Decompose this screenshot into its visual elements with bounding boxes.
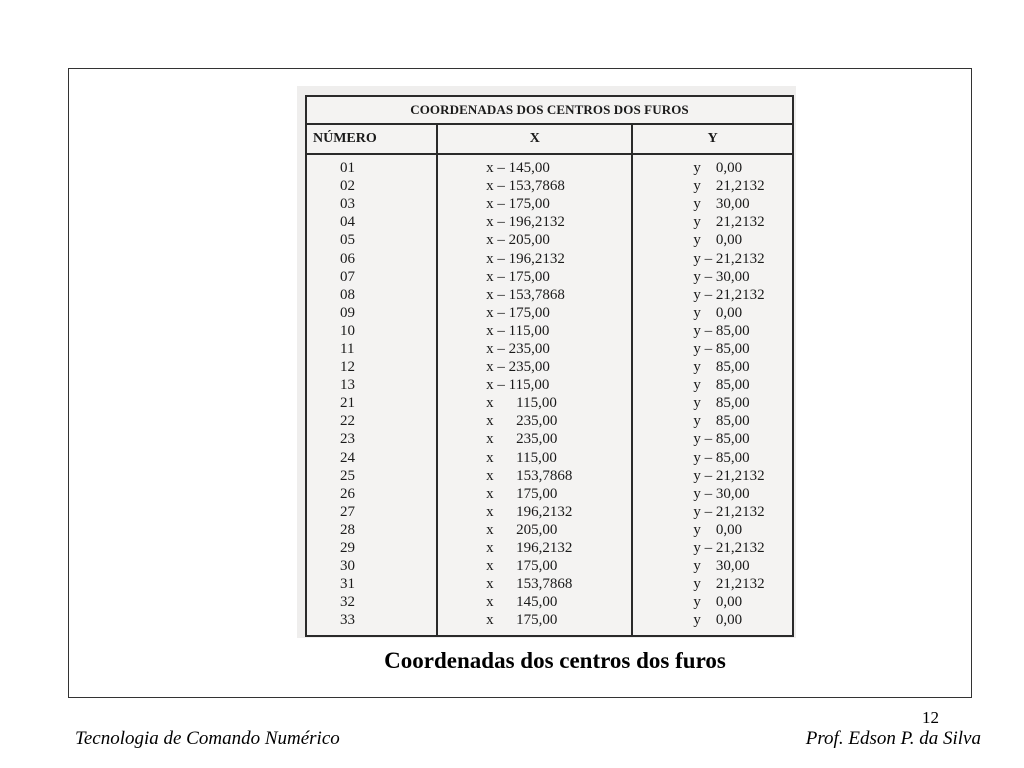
cell-x: x 196,2132 <box>437 539 632 557</box>
table-row <box>306 195 793 213</box>
cell-y: y 21,2132 <box>632 575 793 593</box>
table-row <box>306 376 793 394</box>
cell-x: x 175,00 <box>437 485 632 503</box>
cell-numero: 22 <box>306 412 437 430</box>
table-row <box>306 503 793 521</box>
cell-y: y 0,00 <box>632 521 793 539</box>
cell-numero: 10 <box>306 322 437 340</box>
cell-numero: 24 <box>306 449 437 467</box>
table-row <box>306 449 793 467</box>
column-header-y: Y <box>632 124 793 154</box>
cell-x: x 115,00 <box>437 449 632 467</box>
cell-x: x 235,00 <box>437 430 632 448</box>
table-row <box>306 154 793 177</box>
table-row <box>306 485 793 503</box>
cell-x: x 196,2132 <box>437 503 632 521</box>
cell-numero: 21 <box>306 394 437 412</box>
cell-y: y 0,00 <box>632 593 793 611</box>
table-row <box>306 177 793 195</box>
cell-y: y 21,2132 <box>632 177 793 195</box>
cell-y: y – 85,00 <box>632 340 793 358</box>
cell-x: x – 205,00 <box>437 231 632 249</box>
cell-x: x – 175,00 <box>437 195 632 213</box>
cell-numero: 08 <box>306 286 437 304</box>
cell-numero: 27 <box>306 503 437 521</box>
cell-numero: 05 <box>306 231 437 249</box>
footer-course-title: Tecnologia de Comando Numérico <box>75 728 340 749</box>
cell-x: x 153,7868 <box>437 575 632 593</box>
cell-y: y 0,00 <box>632 304 793 322</box>
cell-y: y – 21,2132 <box>632 467 793 485</box>
cell-y: y 85,00 <box>632 358 793 376</box>
cell-x: x 153,7868 <box>437 467 632 485</box>
cell-numero: 09 <box>306 304 437 322</box>
cell-y: y – 85,00 <box>632 449 793 467</box>
table-row <box>306 593 793 611</box>
table-row <box>306 213 793 231</box>
cell-numero: 31 <box>306 575 437 593</box>
cell-numero: 25 <box>306 467 437 485</box>
cell-y: y – 21,2132 <box>632 249 793 267</box>
cell-x: x – 115,00 <box>437 376 632 394</box>
cell-numero: 28 <box>306 521 437 539</box>
cell-numero: 26 <box>306 485 437 503</box>
cell-x: x 205,00 <box>437 521 632 539</box>
column-header-x: X <box>437 124 632 154</box>
cell-x: x 235,00 <box>437 412 632 430</box>
cell-x: x – 196,2132 <box>437 249 632 267</box>
cell-numero: 04 <box>306 213 437 231</box>
cell-x: x – 115,00 <box>437 322 632 340</box>
cell-y: y 85,00 <box>632 412 793 430</box>
cell-x: x 115,00 <box>437 394 632 412</box>
cell-numero: 02 <box>306 177 437 195</box>
cell-numero: 30 <box>306 557 437 575</box>
cell-y: y – 21,2132 <box>632 539 793 557</box>
table-row <box>306 430 793 448</box>
cell-y: y 85,00 <box>632 376 793 394</box>
table-row <box>306 304 793 322</box>
cell-y: y – 85,00 <box>632 322 793 340</box>
cell-x: x – 196,2132 <box>437 213 632 231</box>
table-row <box>306 286 793 304</box>
table-row <box>306 467 793 485</box>
cell-numero: 33 <box>306 611 437 636</box>
table-row <box>306 322 793 340</box>
cell-y: y – 21,2132 <box>632 286 793 304</box>
cell-x: x – 235,00 <box>437 358 632 376</box>
table-row <box>306 249 793 267</box>
cell-numero: 01 <box>306 154 437 177</box>
cell-x: x – 175,00 <box>437 268 632 286</box>
table-row <box>306 340 793 358</box>
cell-y: y 0,00 <box>632 154 793 177</box>
cell-y: y – 21,2132 <box>632 503 793 521</box>
cell-numero: 29 <box>306 539 437 557</box>
coordinates-table <box>305 95 794 637</box>
cell-y: y 30,00 <box>632 557 793 575</box>
table-row <box>306 268 793 286</box>
cell-numero: 12 <box>306 358 437 376</box>
cell-x: x – 153,7868 <box>437 177 632 195</box>
cell-y: y 0,00 <box>632 611 793 636</box>
cell-y: y – 30,00 <box>632 485 793 503</box>
cell-y: y 30,00 <box>632 195 793 213</box>
cell-y: y 21,2132 <box>632 213 793 231</box>
cell-x: x – 235,00 <box>437 340 632 358</box>
cell-numero: 03 <box>306 195 437 213</box>
table-row <box>306 412 793 430</box>
cell-numero: 11 <box>306 340 437 358</box>
cell-numero: 32 <box>306 593 437 611</box>
footer-author: Prof. Edson P. da Silva <box>805 728 981 749</box>
table-row <box>306 611 793 636</box>
cell-x: x 175,00 <box>437 557 632 575</box>
table-title: COORDENADAS DOS CENTROS DOS FUROS <box>306 96 793 124</box>
table-row <box>306 358 793 376</box>
cell-numero: 23 <box>306 430 437 448</box>
cell-y: y 0,00 <box>632 231 793 249</box>
cell-x: x – 153,7868 <box>437 286 632 304</box>
cell-y: y – 30,00 <box>632 268 793 286</box>
page-number: 12 <box>922 708 939 727</box>
column-header-numero: NÚMERO <box>306 124 437 154</box>
table-row <box>306 539 793 557</box>
figure-caption: Coordenadas dos centros dos furos <box>384 648 726 673</box>
table-row <box>306 521 793 539</box>
cell-x: x – 175,00 <box>437 304 632 322</box>
cell-y: y – 85,00 <box>632 430 793 448</box>
table-row <box>306 557 793 575</box>
cell-x: x 175,00 <box>437 611 632 636</box>
table-row <box>306 575 793 593</box>
table-row <box>306 231 793 249</box>
cell-numero: 07 <box>306 268 437 286</box>
cell-x: x 145,00 <box>437 593 632 611</box>
cell-x: x – 145,00 <box>437 154 632 177</box>
table-body <box>306 154 793 636</box>
table-row <box>306 394 793 412</box>
cell-numero: 13 <box>306 376 437 394</box>
cell-numero: 06 <box>306 249 437 267</box>
cell-y: y 85,00 <box>632 394 793 412</box>
